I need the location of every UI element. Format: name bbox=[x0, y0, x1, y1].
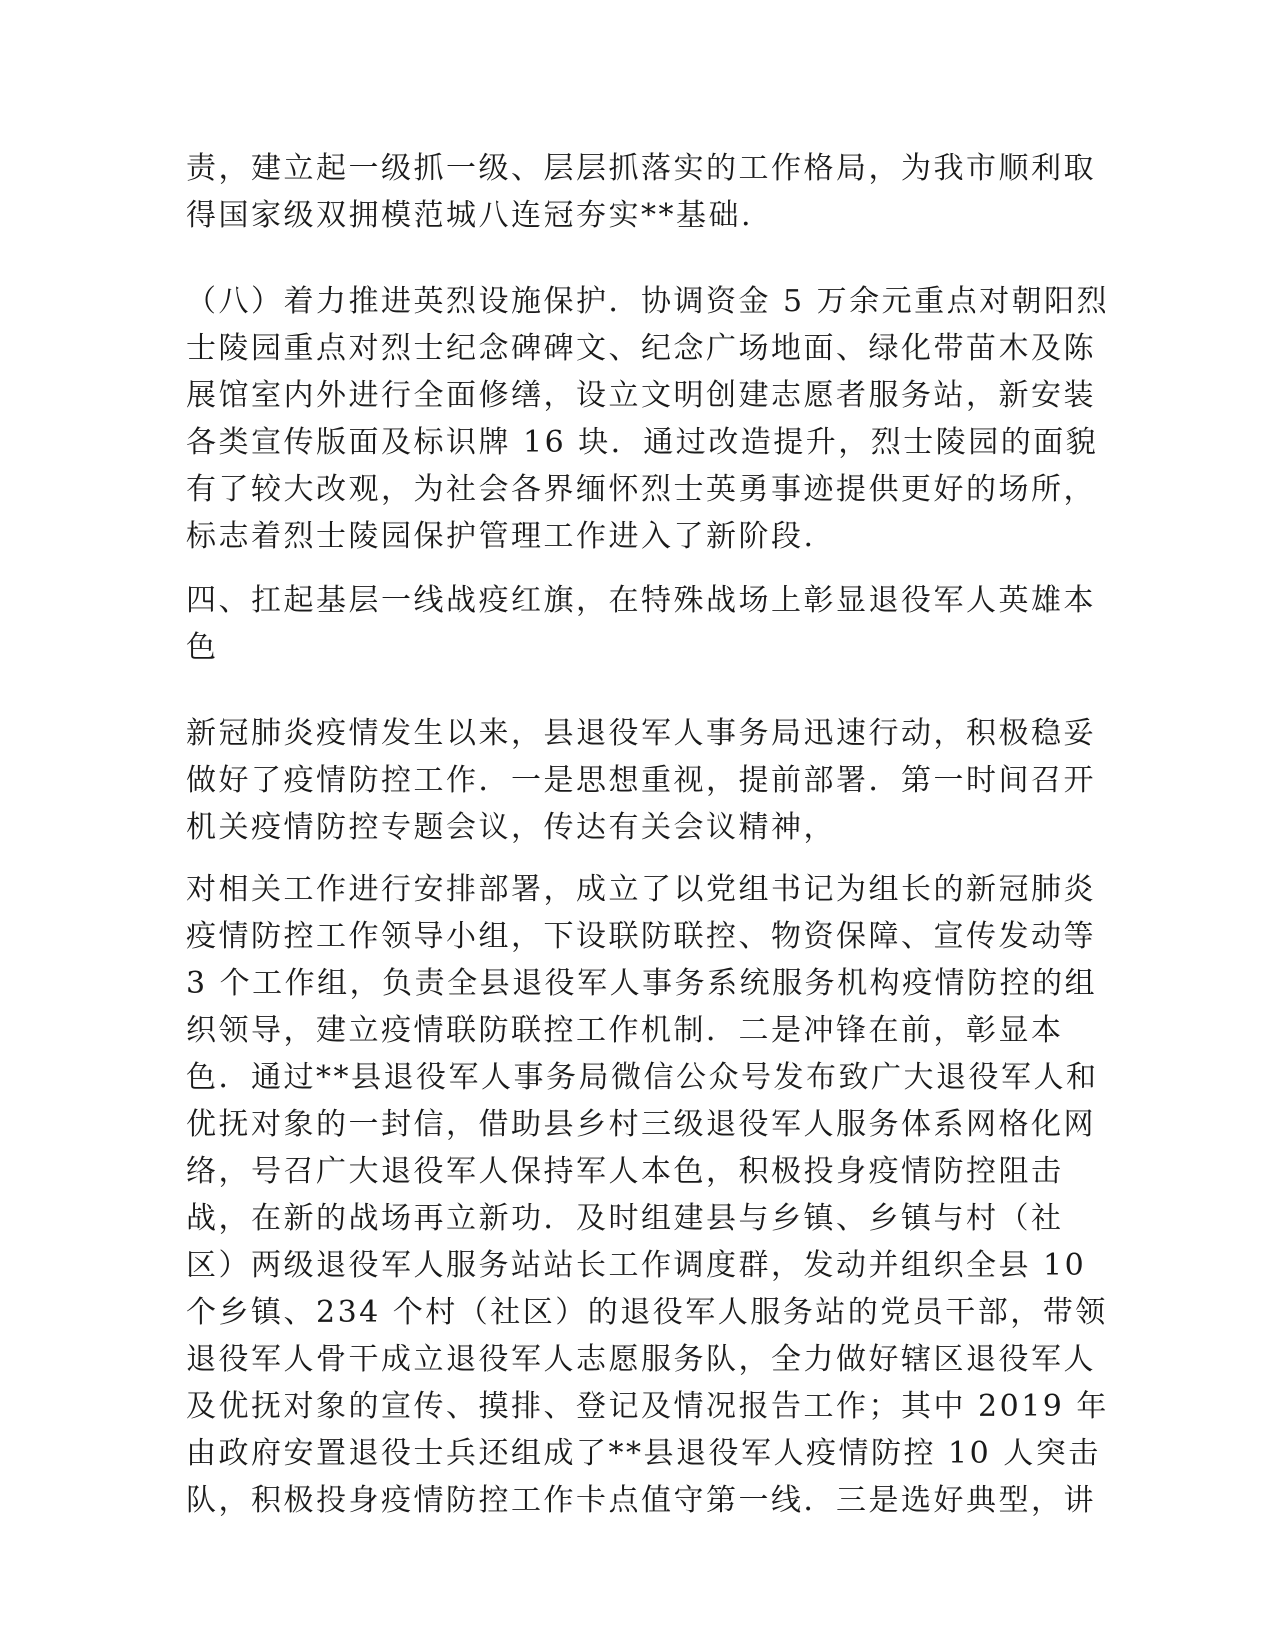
text-line: 责，建立起一级抓一级、层层抓落实的工作格局，为我市顺利取 bbox=[186, 151, 1096, 186]
text-line: 络，号召广大退役军人保持军人本色，积极投身疫情防控阻击 bbox=[186, 1154, 1064, 1189]
paragraph-2 bbox=[186, 278, 1110, 560]
text-line: 做好了疫情防控工作．一是思想重视，提前部署．第一时间召开 bbox=[186, 763, 1096, 798]
text-line: 士陵园重点对烈士纪念碑碑文、纪念广场地面、绿化带苗木及陈 bbox=[186, 331, 1096, 366]
text-line: 得国家级双拥模范城八连冠夯实**基础. bbox=[186, 198, 754, 233]
text-line: 战，在新的战场再立新功．及时组建县与乡镇、乡镇与村（社 bbox=[186, 1201, 1064, 1236]
text-line: 疫情防控工作领导小组，下设联防联控、物资保障、宣传发动等 bbox=[186, 919, 1096, 954]
text-line: 标志着烈士陵园保护管理工作进入了新阶段. bbox=[186, 519, 816, 554]
text-line: 新冠肺炎疫情发生以来，县退役军人事务局迅速行动，积极稳妥 bbox=[186, 716, 1096, 751]
text-line: 色 bbox=[186, 630, 219, 665]
text-line: 区）两级退役军人服务站站长工作调度群，发动并组织全县 10 bbox=[186, 1248, 1087, 1283]
text-line: 有了较大改观，为社会各界缅怀烈士英勇事迹提供更好的场所， bbox=[186, 472, 1096, 507]
paragraph-4 bbox=[186, 866, 1109, 1524]
paragraph-1 bbox=[186, 145, 1106, 239]
text-line: 对相关工作进行安排部署，成立了以党组书记为组长的新冠肺炎 bbox=[186, 872, 1096, 907]
text-line: 织领导，建立疫情联防联控工作机制．二是冲锋在前，彰显本 bbox=[186, 1013, 1064, 1048]
text-line: 机关疫情防控专题会议，传达有关会议精神， bbox=[186, 810, 836, 845]
text-line: （八）着力推进英烈设施保护．协调资金 5 万余元重点对朝阳烈 bbox=[186, 284, 1110, 319]
text-line: 3 个工作组，负责全县退役军人事务系统服务机构疫情防控的组 bbox=[186, 966, 1098, 1001]
text-line: 四、扛起基层一线战疫红旗，在特殊战场上彰显退役军人英雄本 bbox=[186, 583, 1096, 618]
text-line: 由政府安置退役士兵还组成了**县退役军人疫情防控 10 人突击 bbox=[186, 1436, 1101, 1471]
text-line: 优抚对象的一封信，借助县乡村三级退役军人服务体系网格化网 bbox=[186, 1107, 1096, 1142]
text-line: 队，积极投身疫情防控工作卡点值守第一线．三是选好典型，讲 bbox=[186, 1483, 1096, 1518]
section-heading bbox=[186, 577, 1106, 671]
text-line: 各类宣传版面及标识牌 16 块．通过改造提升，烈士陵园的面貌 bbox=[186, 425, 1099, 460]
text-line: 色．通过**县退役军人事务局微信公众号发布致广大退役军人和 bbox=[186, 1060, 1099, 1095]
text-line: 及优抚对象的宣传、摸排、登记及情况报告工作；其中 2019 年 bbox=[186, 1389, 1109, 1424]
paragraph-3 bbox=[186, 710, 1106, 851]
text-line: 展馆室内外进行全面修缮，设立文明创建志愿者服务站，新安装 bbox=[186, 378, 1096, 413]
text-line: 退役军人骨干成立退役军人志愿服务队，全力做好辖区退役军人 bbox=[186, 1342, 1096, 1377]
text-line: 个乡镇、234 个村（社区）的退役军人服务站的党员干部，带领 bbox=[186, 1295, 1108, 1330]
